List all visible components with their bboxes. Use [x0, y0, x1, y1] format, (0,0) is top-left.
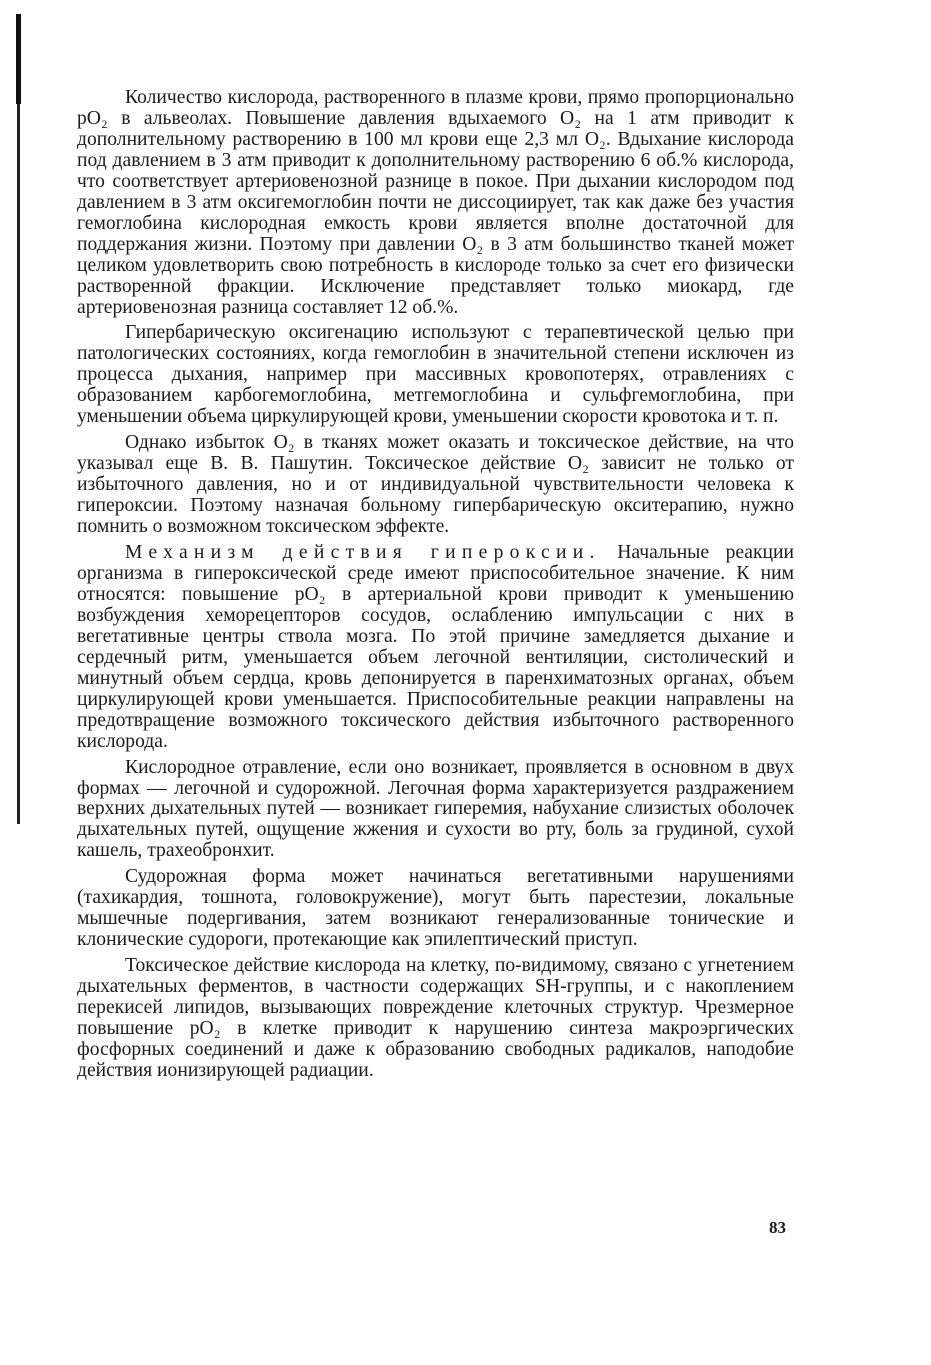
paragraph-3: Однако избыток О₂ в тканях может оказать и токсическое действие, на что указывал еще В. В. Пашутин. Токсическое действие О₂ зависит не только от избыточного давления, но и от индивидуальной чувствительности человека к гипероксии. Поэтому назначая больному гипербарическую окситерапию, нужно помнить о возможном токсическом эффекте.	[77, 432, 794, 538]
scan-edge-mark-lower	[17, 104, 20, 824]
scan-edge-mark	[16, 14, 21, 104]
page-body	[77, 88, 794, 1082]
paragraph-7: Токсическое действие кислорода на клетку, по-видимому, связано с угнетением дыхательных ферментов, в частности содержащих SH-группы, и с накоплением перекисей липидов, вызывающих повреждение клеточных структур. Чрезмерное повышение рО₂ в клетке приводит к нарушению синтеза макроэргических фосфорных соединений и даже к образованию свободных радикалов, наподобие действия ионизирующей радиации.	[77, 955, 794, 1081]
paragraph-5: Кислородное отравление, если оно возникает, проявляется в основном в двух формах — легочной и судорожной. Легочная форма характеризуется раздражением верхних дыхательных путей — возникает гиперемия, набухание слизистых оболочек дыхательных путей, ощущение жжения и сухости во рту, боль за грудиной, сухой кашель, трахеобронхит.	[77, 756, 794, 862]
paragraph-4-text: Начальные реакции организма в гипероксической среде имеют приспособительное значение. К ним относятся: повышение рО₂ в артериальной крови приводит к уменьшению возбуждения хеморецепторов сосудов, ослаблению импульсации с них в вегетативные центры ствола мозга. По этой причине замедляется дыхание и сердечный ритм, уменьшается объем легочной вентиляции, систолический и минутный объем сердца, кровь депонируется в паренхиматозных органах, объем циркулирующей крови уменьшается. Приспособительные реакции направлены на предотвращение возможного токсического действия избыточного растворенного кислорода.	[77, 542, 794, 752]
paragraph-6: Судорожная форма может начинаться вегетативными нарушениями (тахикардия, тошнота, головокружение), могут быть парестезии, локальные мышечные подергивания, затем возникают генерализованные тонические и клонические судороги, протекающие как эпилептический приступ.	[77, 866, 794, 951]
paragraph-2: Гипербарическую оксигенацию используют с терапевтической целью при патологических состояниях, когда гемоглобин в значительной степени исключен из процесса дыхания, например при массивных кровопотерях, отравлениях с образованием карбогемоглобина, метгемоглобина и сульфгемоглобина, при уменьшении объема циркулирующей крови, уменьшении скорости кровотока и т. п.	[77, 322, 794, 428]
section-heading: Механизм действия гипероксии.	[125, 542, 601, 564]
page-number: 83	[769, 1218, 786, 1237]
paragraph-1: Количество кислорода, растворенного в плазме крови, прямо пропорционально рО₂ в альвеолах. Повышение давления вдыхаемого О₂ на 1 атм приводит к дополнительному растворению в 100 мл крови еще 2,3 мл О₂. Вдыхание кислорода под давлением в 3 атм приводит к дополнительному растворению 6 об.% кислорода, что соответствует артериовенозной разнице в покое. При дыхании кислородом под давлением в 3 атм оксигемоглобин почти не диссоциирует, так как даже без участия гемоглобина кислородная емкость крови является вполне достаточной для поддержания жизни. Поэтому при давлении О₂ в 3 атм большинство тканей может целиком удовлетворить свою потребность в кислороде только за счет его физически растворенной фракции. Исключение представляет только миокард, где артериовенозная разница составляет 12 об.%.	[77, 87, 794, 318]
paragraph-4	[77, 543, 794, 753]
